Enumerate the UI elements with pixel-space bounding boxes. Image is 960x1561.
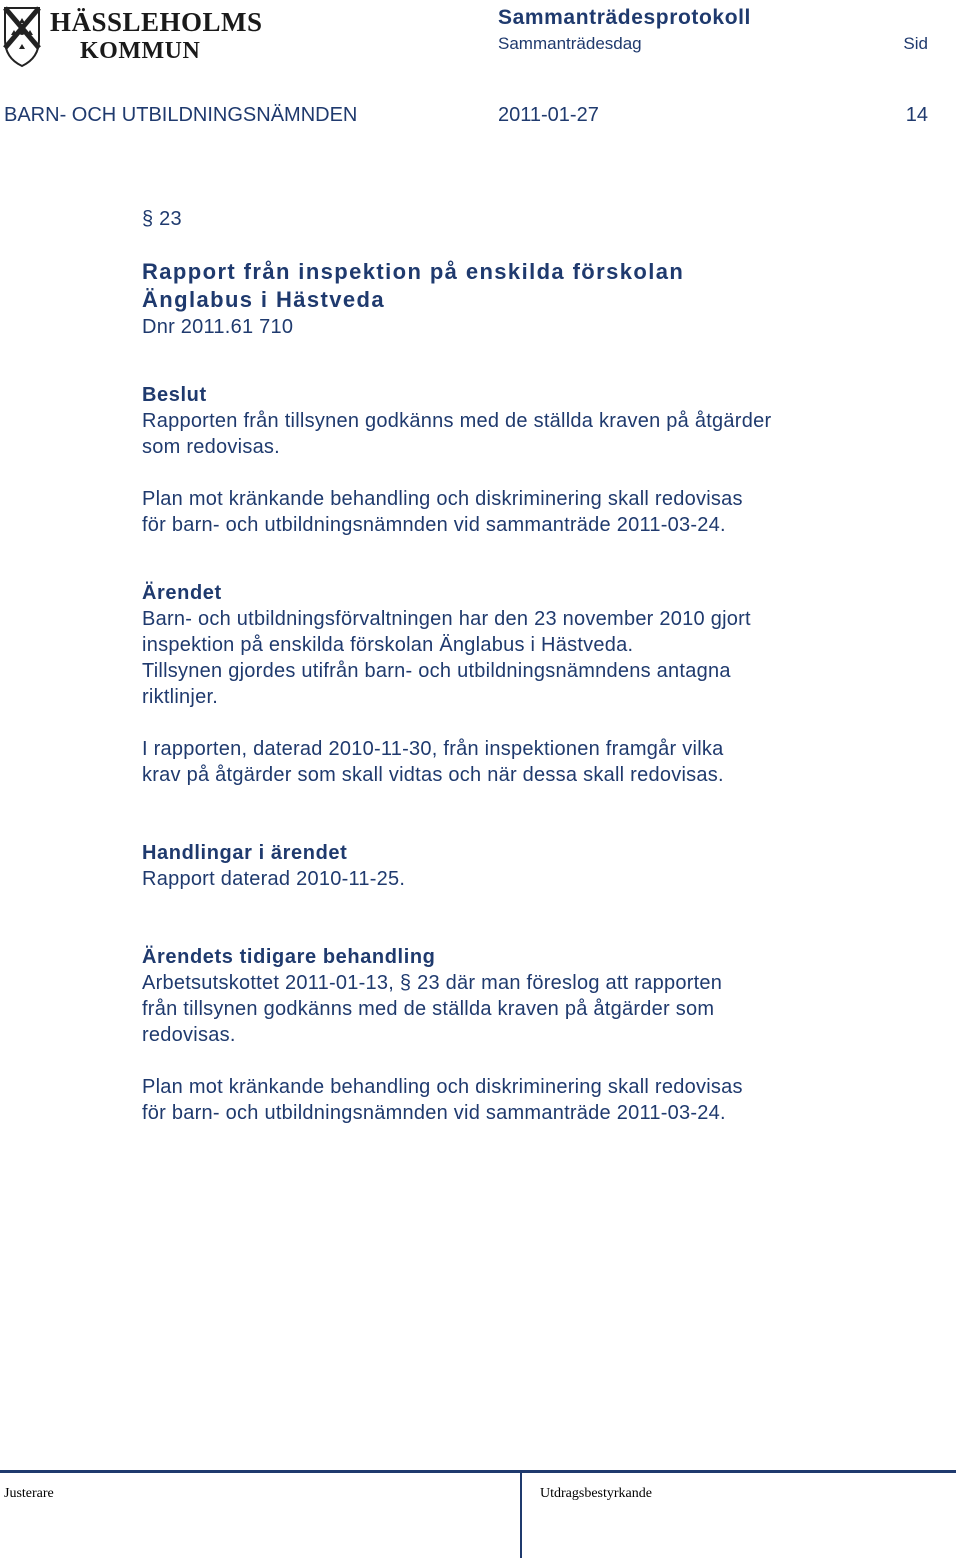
tidigare-text-line: redovisas. [142,1024,236,1046]
page-number: 14 [905,104,928,126]
arendet-text-line: Barn- och utbildningsförvaltningen har den 23 november 2010 gjort [142,608,751,630]
document-type: Sammanträdesprotokoll [498,6,751,29]
arendet-text-line: I rapporten, daterad 2010-11-30, från inspektionen framgår vilka [142,738,724,760]
board-name: BARN- OCH UTBILDNINGSNÄMNDEN [4,104,358,126]
beslut-text-line: för barn- och utbildningsnämnden vid sammanträde 2011-03-24. [142,514,726,536]
justerare-signature-field: Justerare [4,1486,54,1501]
tidigare-text-line: från tillsynen godkänns med de ställda kraven på åtgärder som [142,998,715,1020]
arendet-text-line: riktlinjer. [142,686,219,708]
beslut-text-line: Plan mot kränkande behandling och diskriminering skall redovisas [142,488,743,510]
tidigare-text-line: för barn- och utbildningsnämnden vid sammanträde 2011-03-24. [142,1102,726,1124]
arendet-text-line: inspektion på enskilda förskolan Änglabus i Hästveda. [142,634,634,656]
beslut-text-line: Rapporten från tillsynen godkänns med de ställda kraven på åtgärder [142,410,772,432]
org-name-line2: KOMMUN [80,38,201,64]
coat-of-arms-icon [2,4,42,68]
organization-name [50,8,263,66]
meeting-date: 2011-01-27 [498,104,599,126]
org-name-line1: HÄSSLEHOLMS [50,7,263,37]
handlingar-heading: Handlingar i ärendet [142,842,348,864]
section-title-line1: Rapport från inspektion på enskilda förskolan [142,259,685,284]
beslut-heading: Beslut [142,384,207,406]
meeting-date-label: Sammanträdesdag [498,34,642,53]
protocol-content [142,206,932,1126]
tidigare-text-line: Plan mot kränkande behandling och diskriminering skall redovisas [142,1076,743,1098]
tidigare-behandling-heading: Ärendets tidigare behandling [142,946,436,968]
arendet-text-line: Tillsynen gjordes utifrån barn- och utbildningsnämndens antagna [142,660,731,682]
tidigare-text-line: Arbetsutskottet 2011-01-13, § 23 där man föreslog att rapporten [142,972,723,994]
footer-column-divider [520,1470,522,1558]
diary-number: Dnr 2011.61 710 [142,316,294,338]
section-title-line2: Änglabus i Hästveda [142,287,385,312]
section-number: § 23 [142,208,182,230]
page-label: Sid [903,34,928,53]
arendet-heading: Ärendet [142,582,222,604]
beslut-text-line: som redovisas. [142,436,280,458]
handlingar-text: Rapport daterad 2010-11-25. [142,868,406,890]
footer-divider [0,1470,956,1473]
arendet-text-line: krav på åtgärder som skall vidtas och när dessa skall redovisas. [142,764,724,786]
utdragsbestyrkande-signature-field: Utdragsbestyrkande [540,1486,652,1501]
